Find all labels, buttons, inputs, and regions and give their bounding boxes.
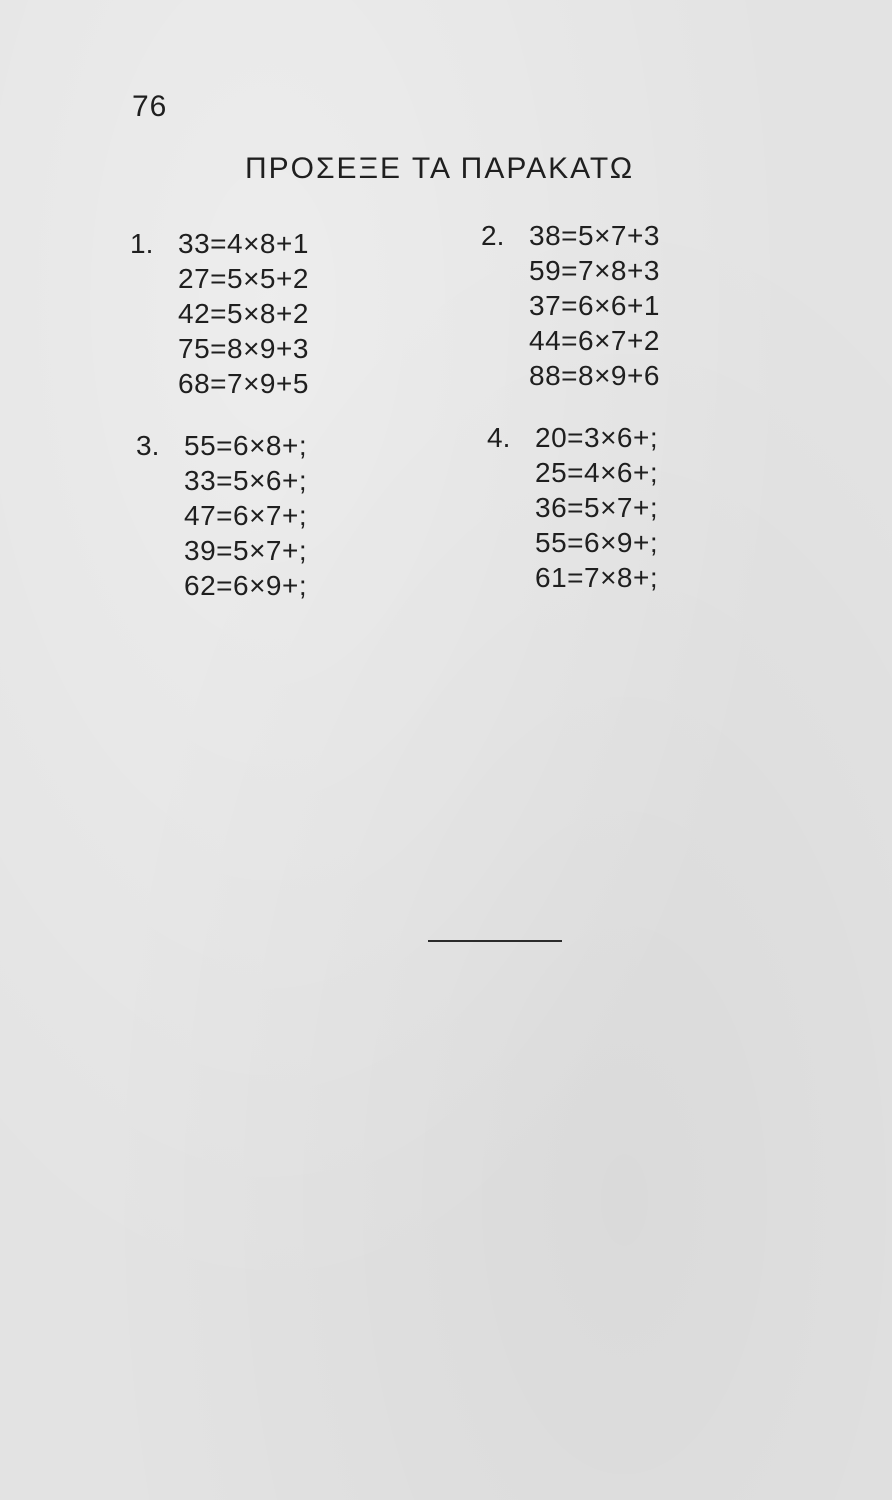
- equation-line: 37=6×6+1: [529, 290, 660, 321]
- equation-line: 20=3×6+;: [535, 422, 659, 453]
- equation-list: [529, 218, 660, 393]
- equation-line: 39=5×7+;: [184, 535, 308, 566]
- equation-line: 25=4×6+;: [535, 457, 659, 488]
- equation-line: 59=7×8+3: [529, 255, 660, 286]
- exercise-1: [130, 226, 309, 401]
- equation-line: 33=5×6+;: [184, 465, 308, 496]
- exercise-number: 4.: [487, 422, 511, 453]
- equation-line: 75=8×9+3: [178, 333, 309, 364]
- section-divider: [428, 940, 562, 942]
- page-heading: ΠΡΟΣΕΞΕ ΤΑ ΠΑΡΑΚΑΤΩ: [245, 152, 635, 185]
- equation-line: 27=5×5+2: [178, 263, 309, 294]
- equation-line: 62=6×9+;: [184, 570, 308, 601]
- exercise-2: [481, 218, 660, 393]
- equation-line: 36=5×7+;: [535, 492, 659, 523]
- equation-line: 55=6×9+;: [535, 527, 659, 558]
- equation-line: 55=6×8+;: [184, 430, 308, 461]
- exercise-number: 1.: [130, 228, 154, 259]
- equation-list: [535, 420, 658, 595]
- equation-line: 44=6×7+2: [529, 325, 660, 356]
- equation-list: [178, 226, 309, 401]
- equation-line: 68=7×9+5: [178, 368, 309, 399]
- exercise-4: [487, 420, 658, 595]
- exercise-number: 2.: [481, 220, 505, 251]
- equation-line: 61=7×8+;: [535, 562, 659, 593]
- equation-line: 38=5×7+3: [529, 220, 660, 251]
- equation-line: 33=4×8+1: [178, 228, 309, 259]
- equation-list: [184, 428, 307, 603]
- equation-line: 47=6×7+;: [184, 500, 308, 531]
- exercise-3: [136, 428, 307, 603]
- exercise-number: 3.: [136, 430, 160, 461]
- equation-line: 88=8×9+6: [529, 360, 660, 391]
- page-number: 76: [132, 90, 168, 123]
- equation-line: 42=5×8+2: [178, 298, 309, 329]
